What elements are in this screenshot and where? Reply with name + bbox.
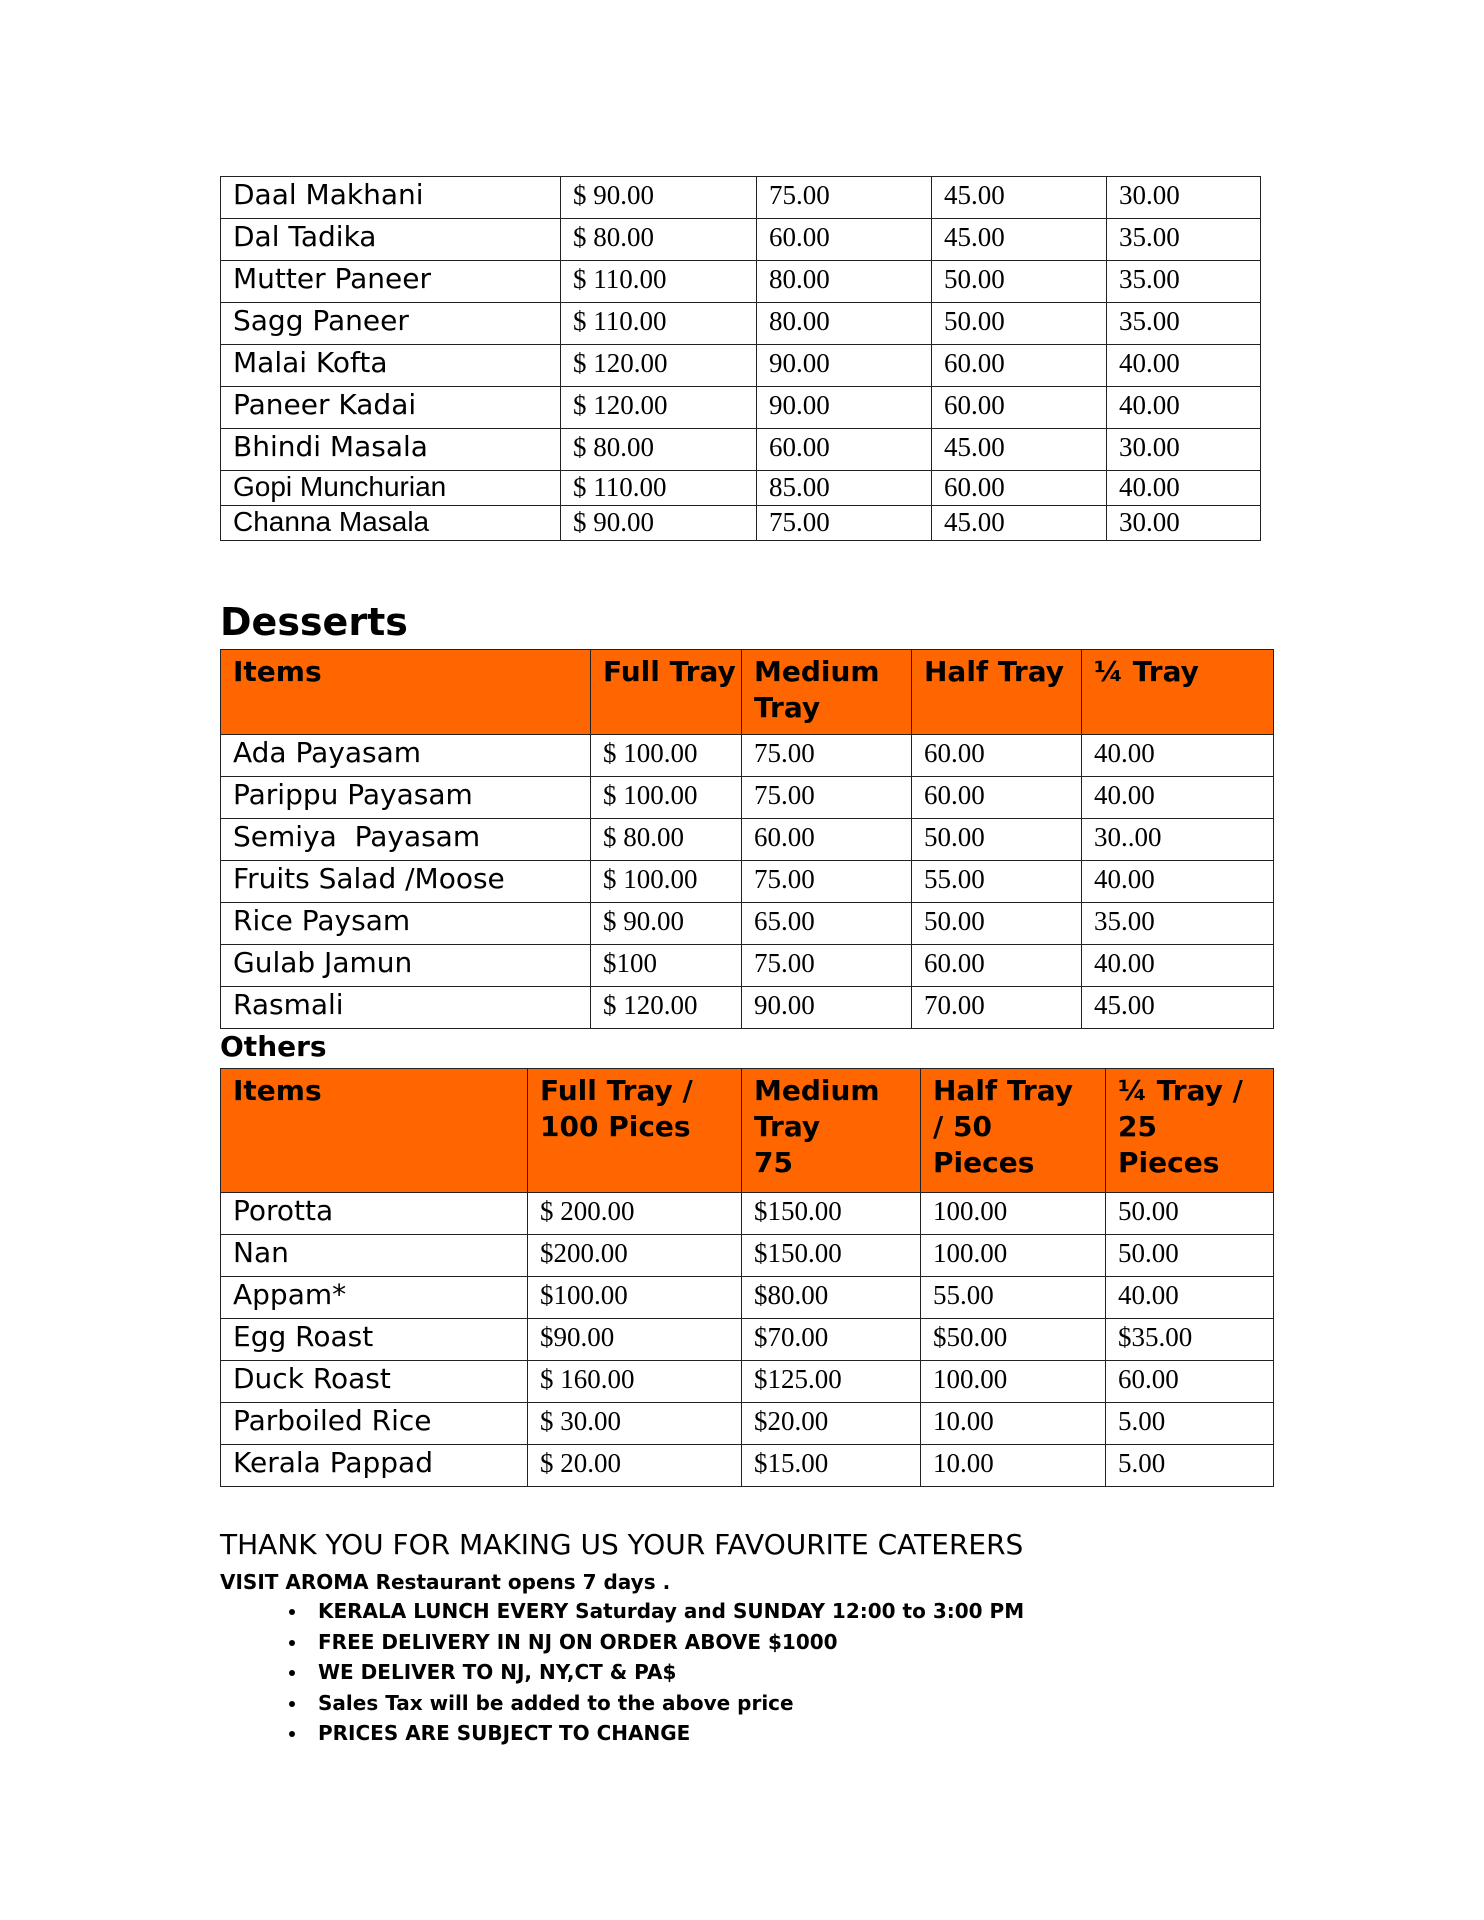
item-name: Ada Payasam (221, 735, 591, 777)
item-name: Bhindi Masala (221, 429, 561, 471)
medium-tray-price: 60.00 (757, 219, 932, 261)
quarter-tray-price: 5.00 (1106, 1403, 1274, 1445)
item-name: Rasmali (221, 987, 591, 1029)
medium-tray-price: $15.00 (742, 1445, 921, 1487)
medium-tray-price: 80.00 (757, 261, 932, 303)
medium-tray-price: 60.00 (742, 819, 912, 861)
medium-tray-price: 75.00 (742, 945, 912, 987)
item-name: Daal Makhani (221, 177, 561, 219)
item-name: Parboiled Rice (221, 1403, 528, 1445)
header-medium-tray: Medium Tray (742, 650, 912, 735)
table-row (221, 777, 1274, 819)
quarter-tray-price: 40.00 (1082, 735, 1274, 777)
half-tray-price: 45.00 (932, 177, 1107, 219)
half-tray-price: 100.00 (921, 1235, 1106, 1277)
medium-tray-price: 75.00 (742, 735, 912, 777)
medium-tray-price: 85.00 (757, 471, 932, 506)
table-row (221, 1235, 1274, 1277)
item-name: Dal Tadika (221, 219, 561, 261)
half-tray-price: 55.00 (921, 1277, 1106, 1319)
medium-tray-price: 90.00 (742, 987, 912, 1029)
table-row (221, 429, 1261, 471)
half-tray-price: 60.00 (932, 345, 1107, 387)
header-quarter-tray: ¼ Tray / 25 Pieces (1106, 1069, 1274, 1193)
full-tray-price: $ 110.00 (561, 471, 757, 506)
full-tray-price: $ 90.00 (591, 903, 742, 945)
quarter-tray-price: 40.00 (1082, 777, 1274, 819)
table-row (221, 735, 1274, 777)
table-row (221, 506, 1261, 541)
mains-price-table (220, 176, 1261, 541)
table-row (221, 1319, 1274, 1361)
table-row (221, 1193, 1274, 1235)
full-tray-price: $ 80.00 (591, 819, 742, 861)
quarter-tray-price: 40.00 (1082, 861, 1274, 903)
table-row (221, 1361, 1274, 1403)
item-name: Egg Roast (221, 1319, 528, 1361)
table-row (221, 945, 1274, 987)
quarter-tray-price: 35.00 (1107, 303, 1261, 345)
full-tray-price: $ 120.00 (591, 987, 742, 1029)
table-row (221, 261, 1261, 303)
item-name: Appam* (221, 1277, 528, 1319)
quarter-tray-price: 30..00 (1082, 819, 1274, 861)
list-item: • FREE DELIVERY IN NJ ON ORDER ABOVE $1000 (308, 1627, 1024, 1658)
full-tray-price: $ 90.00 (561, 506, 757, 541)
quarter-tray-price: 40.00 (1107, 471, 1261, 506)
item-name: Parippu Payasam (221, 777, 591, 819)
quarter-tray-price: 30.00 (1107, 177, 1261, 219)
table-row (221, 303, 1261, 345)
table-row (221, 1403, 1274, 1445)
header-full-tray: Full Tray (591, 650, 742, 735)
half-tray-price: 50.00 (912, 819, 1082, 861)
half-tray-price: 60.00 (912, 735, 1082, 777)
list-item: • KERALA LUNCH EVERY Saturday and SUNDAY 12:00 to 3:00 PM (308, 1596, 1024, 1627)
table-row (221, 1445, 1274, 1487)
quarter-tray-price: 40.00 (1106, 1277, 1274, 1319)
thank-you-message: THANK YOU FOR MAKING US YOUR FAVOURITE CATERERS (220, 1528, 1024, 1561)
quarter-tray-price: 30.00 (1107, 429, 1261, 471)
medium-tray-price: 65.00 (742, 903, 912, 945)
medium-tray-price: 90.00 (757, 345, 932, 387)
half-tray-price: 60.00 (932, 471, 1107, 506)
item-name: Sagg Paneer (221, 303, 561, 345)
half-tray-price: 45.00 (932, 506, 1107, 541)
quarter-tray-price: 50.00 (1106, 1235, 1274, 1277)
item-name: Fruits Salad /Moose (221, 861, 591, 903)
header-items: Items (221, 1069, 528, 1193)
medium-tray-price: $150.00 (742, 1235, 921, 1277)
header-half-tray: Half Tray / 50 Pieces (921, 1069, 1106, 1193)
full-tray-price: $ 100.00 (591, 861, 742, 903)
quarter-tray-price: 40.00 (1107, 345, 1261, 387)
desserts-price-table (220, 649, 1274, 1029)
item-name: Kerala Pappad (221, 1445, 528, 1487)
item-name: Gopi Munchurian (221, 471, 561, 506)
half-tray-price: $50.00 (921, 1319, 1106, 1361)
others-section-title: Others (220, 1030, 327, 1063)
half-tray-price: 100.00 (921, 1193, 1106, 1235)
half-tray-price: 100.00 (921, 1361, 1106, 1403)
medium-tray-price: $70.00 (742, 1319, 921, 1361)
full-tray-price: $ 30.00 (528, 1403, 742, 1445)
table-header-row (221, 1069, 1274, 1193)
full-tray-price: $ 80.00 (561, 219, 757, 261)
table-row (221, 861, 1274, 903)
full-tray-price: $100.00 (528, 1277, 742, 1319)
table-row (221, 1277, 1274, 1319)
notes-list (260, 1596, 1024, 1749)
full-tray-price: $90.00 (528, 1319, 742, 1361)
half-tray-price: 45.00 (932, 219, 1107, 261)
medium-tray-price: 80.00 (757, 303, 932, 345)
table-row (221, 471, 1261, 506)
item-name: Gulab Jamun (221, 945, 591, 987)
half-tray-price: 10.00 (921, 1445, 1106, 1487)
table-row (221, 387, 1261, 429)
full-tray-price: $ 100.00 (591, 777, 742, 819)
medium-tray-price: $20.00 (742, 1403, 921, 1445)
half-tray-price: 50.00 (932, 303, 1107, 345)
half-tray-price: 60.00 (912, 777, 1082, 819)
item-name: Porotta (221, 1193, 528, 1235)
header-half-tray: Half Tray (912, 650, 1082, 735)
full-tray-price: $ 120.00 (561, 387, 757, 429)
table-row (221, 819, 1274, 861)
list-item: • Sales Tax will be added to the above price (308, 1688, 1024, 1719)
full-tray-price: $ 80.00 (561, 429, 757, 471)
visit-restaurant-line: VISIT AROMA Restaurant opens 7 days . (220, 1570, 671, 1594)
full-tray-price: $ 110.00 (561, 303, 757, 345)
table-row (221, 177, 1261, 219)
quarter-tray-price: 60.00 (1106, 1361, 1274, 1403)
full-tray-price: $ 100.00 (591, 735, 742, 777)
half-tray-price: 70.00 (912, 987, 1082, 1029)
medium-tray-price: 75.00 (742, 861, 912, 903)
quarter-tray-price: 40.00 (1107, 387, 1261, 429)
quarter-tray-price: 50.00 (1106, 1193, 1274, 1235)
table-row (221, 219, 1261, 261)
full-tray-price: $ 200.00 (528, 1193, 742, 1235)
quarter-tray-price: 5.00 (1106, 1445, 1274, 1487)
item-name: Malai Kofta (221, 345, 561, 387)
half-tray-price: 45.00 (932, 429, 1107, 471)
table-header-row (221, 650, 1274, 735)
medium-tray-price: 90.00 (757, 387, 932, 429)
medium-tray-price: 60.00 (757, 429, 932, 471)
half-tray-price: 55.00 (912, 861, 1082, 903)
full-tray-price: $ 120.00 (561, 345, 757, 387)
full-tray-price: $ 20.00 (528, 1445, 742, 1487)
item-name: Mutter Paneer (221, 261, 561, 303)
medium-tray-price: $125.00 (742, 1361, 921, 1403)
quarter-tray-price: 35.00 (1107, 261, 1261, 303)
quarter-tray-price: 30.00 (1107, 506, 1261, 541)
table-row (221, 903, 1274, 945)
quarter-tray-price: $35.00 (1106, 1319, 1274, 1361)
half-tray-price: 60.00 (932, 387, 1107, 429)
full-tray-price: $ 110.00 (561, 261, 757, 303)
medium-tray-price: 75.00 (757, 506, 932, 541)
item-name: Paneer Kadai (221, 387, 561, 429)
full-tray-price: $ 160.00 (528, 1361, 742, 1403)
half-tray-price: 50.00 (912, 903, 1082, 945)
medium-tray-price: $150.00 (742, 1193, 921, 1235)
header-quarter-tray: ¼ Tray (1082, 650, 1274, 735)
desserts-section-title: Desserts (220, 600, 408, 644)
item-name: Nan (221, 1235, 528, 1277)
header-full-tray: Full Tray / 100 Pices (528, 1069, 742, 1193)
half-tray-price: 50.00 (932, 261, 1107, 303)
medium-tray-price: $80.00 (742, 1277, 921, 1319)
quarter-tray-price: 35.00 (1107, 219, 1261, 261)
item-name: Rice Paysam (221, 903, 591, 945)
full-tray-price: $ 90.00 (561, 177, 757, 219)
item-name: Channa Masala (221, 506, 561, 541)
item-name: Duck Roast (221, 1361, 528, 1403)
table-row (221, 987, 1274, 1029)
medium-tray-price: 75.00 (742, 777, 912, 819)
half-tray-price: 60.00 (912, 945, 1082, 987)
list-item: • PRICES ARE SUBJECT TO CHANGE (308, 1718, 1024, 1749)
list-item: • WE DELIVER TO NJ, NY,CT & PA$ (308, 1657, 1024, 1688)
half-tray-price: 10.00 (921, 1403, 1106, 1445)
quarter-tray-price: 35.00 (1082, 903, 1274, 945)
quarter-tray-price: 45.00 (1082, 987, 1274, 1029)
full-tray-price: $200.00 (528, 1235, 742, 1277)
item-name: Semiya Payasam (221, 819, 591, 861)
table-row (221, 345, 1261, 387)
header-items: Items (221, 650, 591, 735)
full-tray-price: $100 (591, 945, 742, 987)
others-price-table (220, 1068, 1274, 1487)
quarter-tray-price: 40.00 (1082, 945, 1274, 987)
header-medium-tray: Medium Tray 75 (742, 1069, 921, 1193)
medium-tray-price: 75.00 (757, 177, 932, 219)
